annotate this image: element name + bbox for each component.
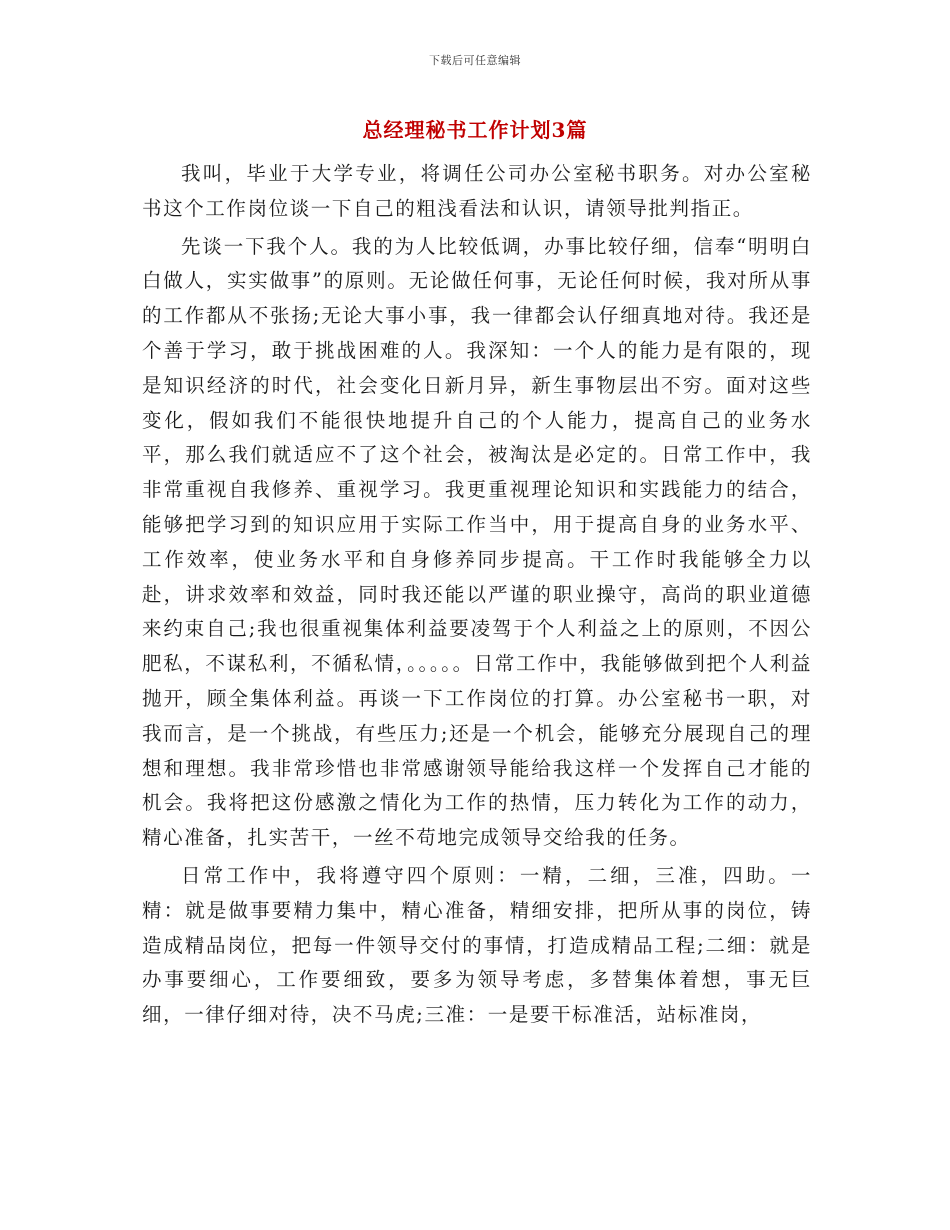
document-title: 总经理秘书工作计划3篇 [362,118,588,142]
paragraph-principles: 日常工作中，我将遵守四个原则：一精，二细，三准，四助。一精：就是做事要精力集中，精心准备，精细安排，把所从事的岗位，铸造成精品岗位，把每一件领导交付的事情，打造成精品工程;二细：就是办事要细心，工作要细致，要多为领导考虑，多替集体着想，事无巨细，一律仔细对待，决不马虎;三准：一是要干标准活，站标准岗， [142,863,812,1027]
document-body [142,157,812,1033]
header-note: 下载后可任意编辑 [429,54,521,67]
paragraph-personal: 先谈一下我个人。我的为人比较低调，办事比较仔细，信奉“明明白白做人，实实做事”的原则。无论做任何事，无论任何时候，我对所从事的工作都从不张扬;无论大事小事，我一律都会认仔细真地对待。我还是个善于学习，敢于挑战困难的人。我深知：一个人的能力是有限的，现是知识经济的时代，社会变化日新月异，新生事物层出不穷。面对这些变化，假如我们不能很快地提升自己的个人能力，提高自己的业务水平，那么我们就适应不了这个社会，被淘汰是必定的。日常工作中，我非常重视自我修养、重视学习。我更重视理论知识和实践能力的结合，能够把学习到的知识应用于实际工作当中，用于提高自身的业务水平、工作效率，使业务水平和自身修养同步提高。干工作时我能够全力以赴，讲求效率和效益，同时我还能以严谨的职业操守，高尚的职业道德来约束自己;我也很重视集体利益要凌驾于个人利益之上的原则，不因公肥私，不谋私利，不循私情，。。。。。日常工作中，我能够做到把个人利益抛开，顾全集体利益。再谈一下工作岗位的打算。办公室秘书一职，对我而言，是一个挑战，有些压力;还是一个机会，能够充分展现自己的理想和理想。我非常珍惜也非常感谢领导能给我这样一个发挥自己才能的机会。我将把这份感激之情化为工作的热情，压力转化为工作的动力，精心准备，扎实苦干，一丝不苟地完成领导交给我的任务。 [142,234,812,850]
paragraph-intro: 我叫，毕业于大学专业，将调任公司办公室秘书职务。对办公室秘书这个工作岗位谈一下自己的粗浅看法和认识，请领导批判指正。 [142,162,812,220]
